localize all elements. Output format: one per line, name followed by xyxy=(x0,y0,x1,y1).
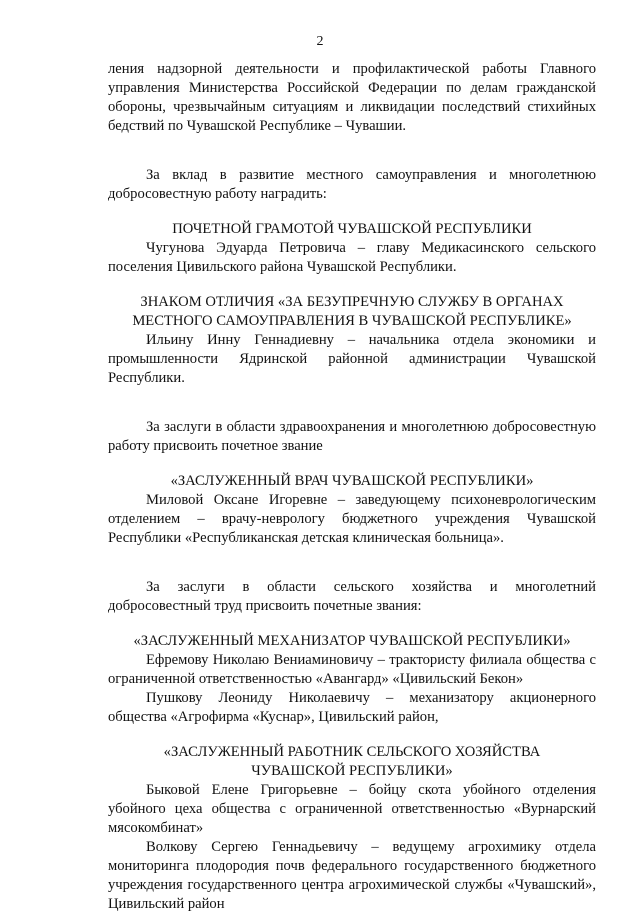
award-heading-badge-line1: ЗНАКОМ ОТЛИЧИЯ «ЗА БЕЗУПРЕЧНУЮ СЛУЖБУ В ОРГАНАХ xyxy=(140,294,564,310)
award-heading-honored-agricultural-worker-line2: ЧУВАШСКОЙ РЕСПУБЛИКИ» xyxy=(251,763,453,779)
intro-continuation-paragraph: ления надзорной деятельности и профилактической работы Главного управления Министерства Российской Федерации по делам гражданской обороны, чрезвычайным ситуациям и ликвидации последствий стихийных бедствий по Чувашской Республике – Чувашии. xyxy=(108,61,596,134)
award-heading-honored-agricultural-worker-line1: «ЗАСЛУЖЕННЫЙ РАБОТНИК СЕЛЬСКОГО ХОЗЯЙСТВА xyxy=(163,744,541,760)
awardee-paragraph-1: Чугунова Эдуарда Петровича – главу Медикасинского сельского поселения Цивильского района Чувашской Республики. xyxy=(108,240,596,275)
page-number: 2 xyxy=(316,34,324,49)
award-intro-paragraph-3: За заслуги в области сельского хозяйства и многолетний добросовестный труд присвоить почетные звания: xyxy=(108,579,596,614)
awardee-paragraph-4: Ефремову Николаю Вениаминовичу – трактористу филиала общества с ограниченной ответственностью «Авангард» «Цивильский Бекон» xyxy=(108,652,596,687)
award-heading-honored-machine-operator: «ЗАСЛУЖЕННЫЙ МЕХАНИЗАТОР ЧУВАШСКОЙ РЕСПУБЛИКИ» xyxy=(133,633,571,649)
awardee-paragraph-5: Пушкову Леониду Николаевичу – механизатору акционерного общества «Агрофирма «Куснар», Цивильский район, xyxy=(108,690,596,725)
award-intro-paragraph-2: За заслуги в области здравоохранения и многолетнюю добросовестную работу присвоить почетное звание xyxy=(108,419,596,454)
awardee-paragraph-2: Ильину Инну Геннадиевну – начальника отдела экономики и промышленности Ядринской районной администрации Чувашской Республики. xyxy=(108,332,596,386)
award-heading-honored-doctor: «ЗАСЛУЖЕННЫЙ ВРАЧ ЧУВАШСКОЙ РЕСПУБЛИКИ» xyxy=(170,473,534,489)
awardee-paragraph-3: Миловой Оксане Игоревне – заведующему психоневрологическим отделением – врачу-неврологу бюджетного учреждения Чувашской Республики «Республиканская детская клиническая больница». xyxy=(108,492,596,546)
award-heading-honorary-certificate: ПОЧЕТНОЙ ГРАМОТОЙ ЧУВАШСКОЙ РЕСПУБЛИКИ xyxy=(172,221,532,237)
award-intro-paragraph-1: За вклад в развитие местного самоуправления и многолетнюю добросовестную работу наградить: xyxy=(108,167,596,202)
awardee-paragraph-7: Волкову Сергею Геннадьевичу – ведущему агрохимику отдела мониторинга плодородия почв федерального государственного бюджетного учреждения государственного центра агрохимической службы «Чувашский», Цивильский район xyxy=(108,839,596,912)
award-heading-badge-line2: МЕСТНОГО САМОУПРАВЛЕНИЯ В ЧУВАШСКОЙ РЕСПУБЛИКЕ» xyxy=(132,313,572,329)
awardee-paragraph-6: Быковой Елене Григорьевне – бойцу скота убойного отделения убойного цеха общества с ограниченной ответственностью «Вурнарский мясокомбинат» xyxy=(108,782,596,836)
document-body xyxy=(108,60,596,914)
